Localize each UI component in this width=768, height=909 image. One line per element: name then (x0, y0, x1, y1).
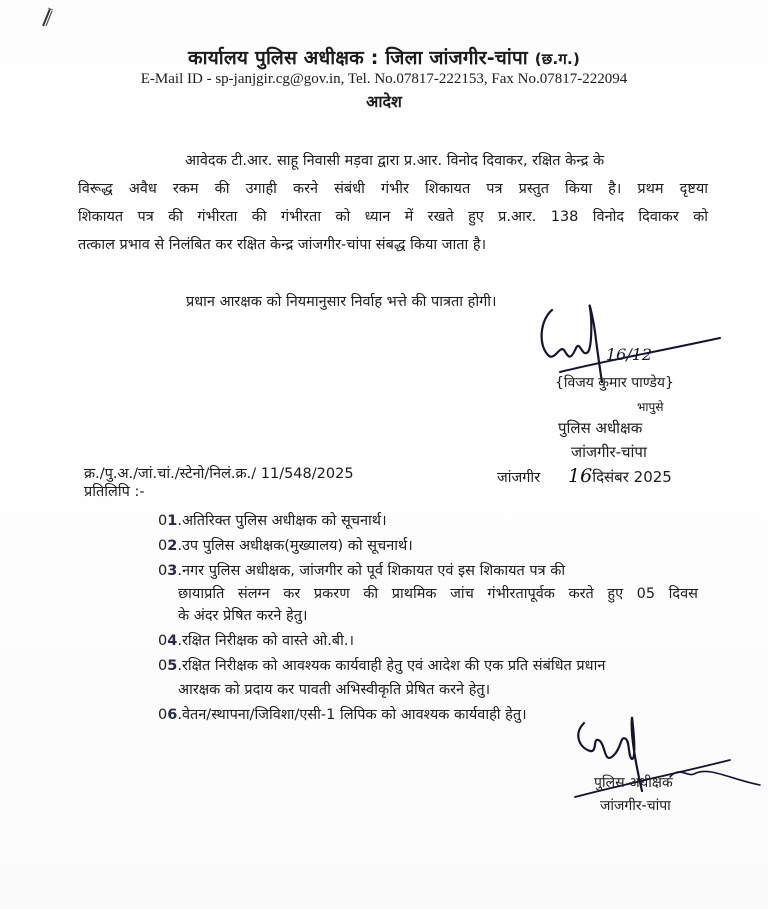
copy-item-3-line-2: छायाप्रति संलग्न कर प्रकरण की प्राथमिक जांच गंभीरतापूर्वक करते हुए 05 दिवस (178, 586, 698, 602)
reference-number: क्र./पु.अ./जां.चां./स्टेनो/निलं.क्र./ 11/548/2025 (84, 466, 354, 482)
body-line-3: शिकायत पत्र की गंभीरता की गंभीरता को ध्यान में रखते हुए प्र.आर. 138 विनोद दिवाकर को (78, 209, 708, 225)
copy-item-number: 02. (158, 538, 182, 554)
copy-item-5 (158, 655, 605, 675)
copy-item-text: वेतन/स्थापना/जिविशा/एसी-1 लिपिक को आवश्यक कार्यवाही हेतु। (181, 707, 527, 723)
footer-place: जांजगीर-चांपा (600, 798, 671, 814)
office-title (0, 44, 768, 70)
body-line-1: आवेदक टी.आर. साहू निवासी मड़वा द्वारा प्र.आर. विनोद दिवाकर, रक्षित केन्द्र के (185, 153, 605, 169)
signatory-cadre: भापुसे (637, 400, 664, 414)
copy-item-number: 04. (158, 633, 182, 649)
copy-item-text: रक्षित निरीक्षक को आवश्यक कार्यवाही हेतु एवं आदेश की एक प्रति संबंधित प्रधान (181, 658, 606, 674)
copy-to-label: प्रतिलिपि :- (84, 484, 145, 500)
reference-date-month-year: दिसंबर 2025 (592, 468, 672, 486)
state-abbr: (छ.ग.) (534, 50, 581, 68)
copy-item-text: अतिरिक्त पुलिस अधीक्षक को सूचनार्थ। (181, 513, 387, 529)
copy-item-number: 03. (158, 563, 182, 579)
body-line-4: तत्काल प्रभाव से निलंबित कर रक्षित केन्द्र जांजगीर-चांपा संबद्ध किया जाता है। (78, 237, 487, 253)
allowance-paragraph: प्रधान आरक्षक को नियमानुसार निर्वाह भत्ते की पात्रता होगी। (186, 294, 497, 310)
document-type-heading: आदेश (366, 92, 402, 111)
copy-item-1 (158, 510, 387, 530)
signatory-place: जांजगीर-चांपा (571, 443, 647, 461)
copy-item-2 (158, 535, 413, 555)
reference-place: जांजगीर (497, 470, 541, 486)
signatory-name: {विजय कुमार पाण्डेय} (555, 375, 674, 391)
copy-item-number: 05. (158, 658, 182, 674)
office-title-text: कार्यालय पुलिस अधीक्षक : जिला जांजगीर-चांपा (187, 47, 528, 69)
copy-item-number: 06. (158, 707, 182, 723)
signatory-designation: पुलिस अधीक्षक (558, 419, 643, 437)
copy-item-3-line-3: के अंदर प्रेषित करने हेतु। (178, 608, 308, 624)
copy-item-number: 01. (158, 513, 182, 529)
copy-item-6 (158, 704, 527, 724)
copy-item-text: नगर पुलिस अधीक्षक, जांजगीर को पूर्व शिकायत एवं इस शिकायत पत्र की (181, 563, 566, 579)
copy-item-4 (158, 630, 354, 650)
copy-item-text: उप पुलिस अधीक्षक(मुख्यालय) को सूचनार्थ। (181, 538, 413, 554)
copy-item-text: रक्षित निरीक्षक को वास्ते ओ.बी.। (181, 633, 354, 649)
contact-line: E-Mail ID - sp-janjgir.cg@gov.in, Tel. No.07817-222153, Fax No.07817-222094 (140, 71, 628, 87)
staple-mark-icon (40, 6, 54, 28)
reference-date (568, 465, 672, 487)
body-line-2: विरूद्ध अवैध रकम की उगाही करने संबंधी गंभीर शिकायत पत्र प्रस्तुत किया है। प्रथम दृष्टया (78, 181, 708, 197)
copy-item-5-line-2: आरक्षक को प्रदाय कर पावती अभिस्वीकृति प्रेषित करने हेतु। (178, 682, 491, 698)
reference-date-day: 16 (568, 465, 593, 487)
signature-date-note: 16/12 (606, 345, 653, 364)
footer-designation: पुलिस अधीक्षक (594, 775, 673, 791)
copy-item-3 (158, 560, 565, 580)
